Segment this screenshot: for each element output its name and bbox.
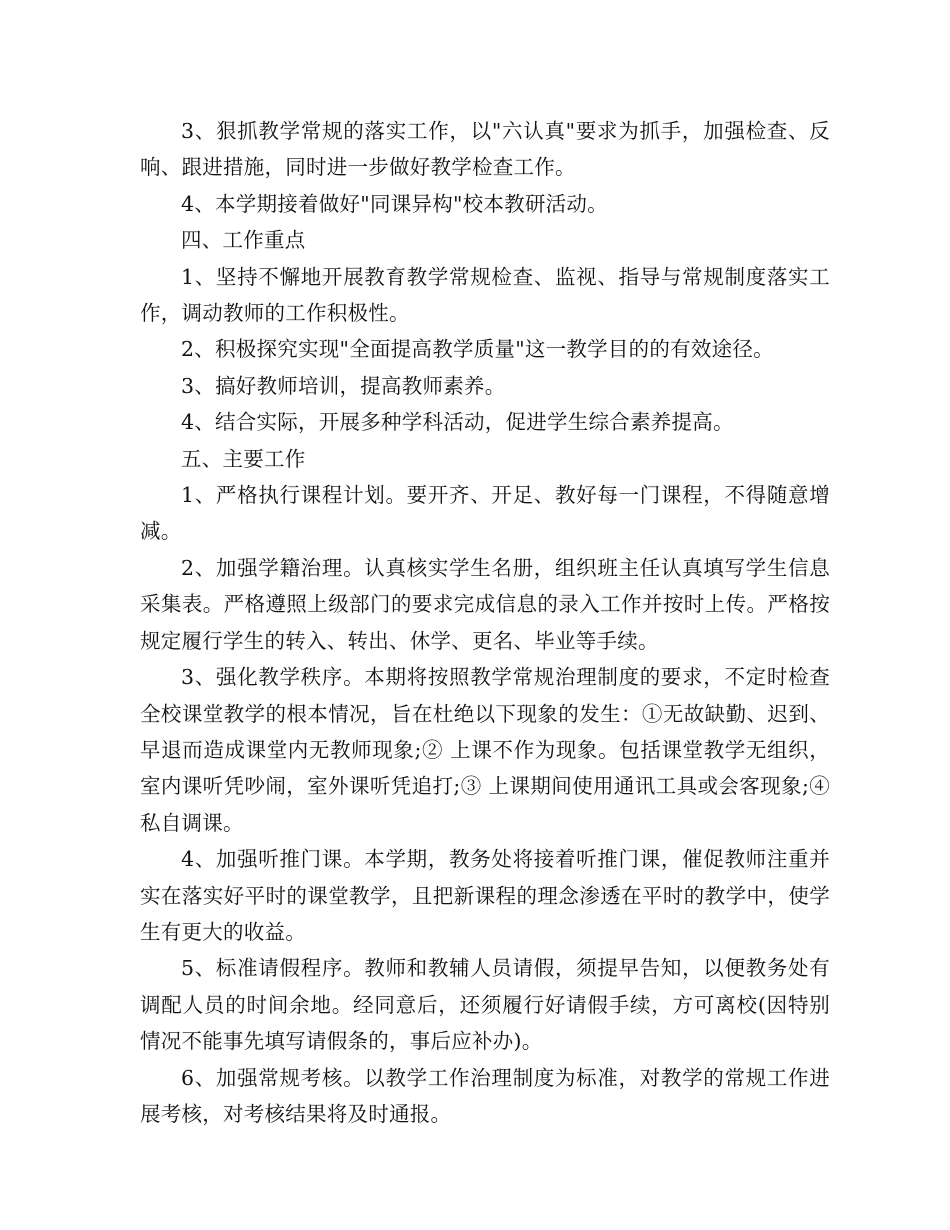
paragraph-main-work-5: 5、标准请假程序。教师和教辅人员请假，须提早告知，以便教务处有调配人员的时间余地。经同意后，还须履行好请假手续，方可离校(因特别情况不能事先填写请假条的，事后应补办)。 — [140, 956, 830, 1054]
section-heading-work-focus: 四、工作重点 — [181, 228, 306, 253]
paragraph-main-work-3: 3、强化教学秩序。本期将按照教学常规治理制度的要求，不定时检查全校课堂教学的根本情况，旨在杜绝以下现象的发生：①无故缺勤、迟到、早退而造成课堂内无教师现象;② 上课不作为现象。包括课堂教学无组织，室内课听凭吵闹，室外课听凭追打;③ 上课期间使用通讯工具或会客现象;④ 私自调课。 — [140, 665, 830, 835]
paragraph-teaching-routine: 3、狠抓教学常规的落实工作，以"六认真"要求为抓手，加强检查、反响、跟进措施，同时进一步做好教学检查工作。 — [140, 119, 830, 180]
paragraph-main-work-2: 2、加强学籍治理。认真核实学生名册，组织班主任认真填写学生信息采集表。严格遵照上级部门的要求完成信息的录入工作并按时上传。严格按规定履行学生的转入、转出、休学、更名、毕业等手续。 — [140, 555, 830, 653]
paragraph-main-work-1: 1、严格执行课程计划。要开齐、开足、教好每一门课程，不得随意增减。 — [140, 483, 830, 544]
paragraph-main-work-4: 4、加强听推门课。本学期，教务处将接着听推门课，催促教师注重并实在落实好平时的课堂教学，且把新课程的理念渗透在平时的教学中，使学生有更大的收益。 — [140, 847, 830, 944]
paragraph-focus-3: 3、搞好教师培训，提高教师素养。 — [181, 373, 506, 398]
paragraph-focus-4: 4、结合实际，开展多种学科活动，促进学生综合素养提高。 — [181, 410, 734, 435]
document-body — [140, 113, 830, 1132]
paragraph-focus-2: 2、积极探究实现"全面提高教学质量"这一教学目的的有效途径。 — [181, 337, 774, 362]
paragraph-focus-1: 1、坚持不懈地开展教育教学常规检查、监视、指导与常规制度落实工作，调动教师的工作积极性。 — [140, 264, 830, 326]
paragraph-same-lesson-activity: 4、本学期接着做好"同课异构"校本教研活动。 — [181, 191, 608, 216]
section-heading-main-work: 五、主要工作 — [181, 446, 306, 471]
paragraph-main-work-6: 6、加强常规考核。以教学工作治理制度为标准，对教学的常规工作进展考核，对考核结果将及时通报。 — [140, 1065, 830, 1126]
